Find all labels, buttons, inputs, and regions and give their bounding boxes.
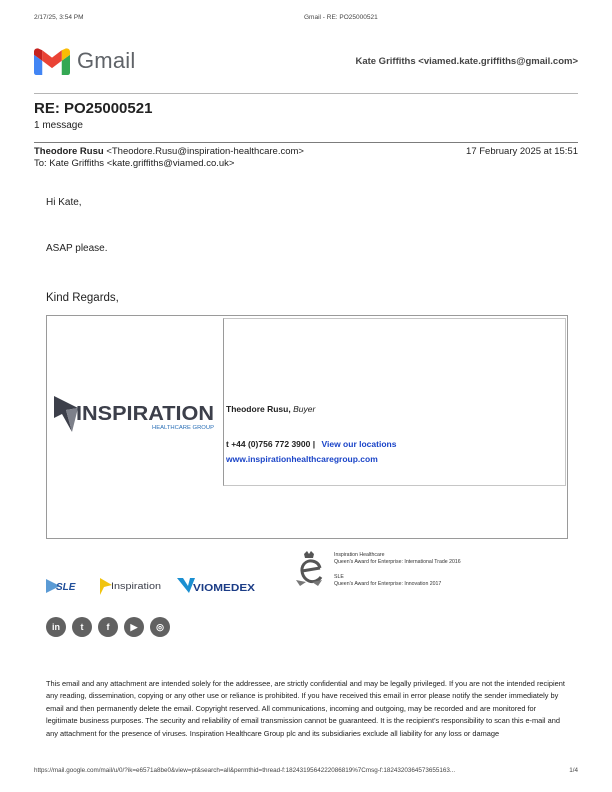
closing-text: Kind Regards, xyxy=(46,292,119,304)
award-2-detail: Queen's Award for Enterprise: Innovation 2017 xyxy=(334,580,442,587)
viomedex-logo-icon xyxy=(177,575,257,597)
inspiration-logo-subtext: HEALTHCARE GROUP xyxy=(152,425,215,431)
instagram-icon[interactable]: ◎ xyxy=(150,617,170,637)
gmail-envelope-icon xyxy=(34,48,70,75)
award-2 xyxy=(334,574,441,587)
queens-award-emblem-icon xyxy=(290,550,328,590)
page-number: 1/4 xyxy=(569,767,578,774)
inspiration-brand-logo[interactable] xyxy=(100,574,162,598)
gmail-logo xyxy=(34,47,135,75)
header-divider xyxy=(34,93,578,94)
signature-name-text: Theodore Rusu, xyxy=(226,404,291,414)
print-title: Gmail - RE: PO25000521 xyxy=(304,14,378,21)
print-datetime: 2/17/25, 3:54 PM xyxy=(34,14,84,21)
signature-role: Buyer xyxy=(293,404,316,414)
twitter-icon[interactable]: t xyxy=(72,617,92,637)
sle-logo-icon xyxy=(46,575,86,597)
print-url: https://mail.google.com/mail/u/0/?ik=e6571a8be0&view=pt&search=all&permthid=thread-f:1824319564222086819%7Cmsg-f:1824320364573655163... xyxy=(34,767,456,774)
signature-website-link[interactable]: www.inspirationhealthcaregroup.com xyxy=(226,454,378,464)
award-1-detail: Queen's Award for Enterprise: International Trade 2016 xyxy=(334,558,461,565)
gmail-wordmark: Gmail xyxy=(77,48,136,73)
thread-subject: RE: PO25000521 xyxy=(34,100,153,117)
sender-name: Theodore Rusu xyxy=(34,146,104,157)
message-count: 1 message xyxy=(34,120,83,131)
inspiration-logo-text: INSPIRATION xyxy=(76,403,214,425)
youtube-icon[interactable]: ▶ xyxy=(124,617,144,637)
body-text: ASAP please. xyxy=(46,243,108,254)
viomedex-logo[interactable] xyxy=(177,574,257,598)
account-email: Kate Griffiths <viamed.kate.griffiths@gmail.com> xyxy=(355,56,578,67)
award-1-title: Inspiration Healthcare xyxy=(334,552,385,558)
sender-email: <Theodore.Rusu@inspiration-healthcare.com> xyxy=(106,146,304,157)
print-footer xyxy=(34,767,578,777)
email-disclaimer: This email and any attachment are intended solely for the addressee, are strictly confidential and may be legally privileged. If you are not the intended recipient any reading, dissemination, copying or any other use or reliance is prohibited. If you have received this email in error please notify the sender immediately by email and then permanently delete the email. Copyright reserved. All communications, incoming and outgoing, may be recorded and are monitored for legitimate business purposes. The security and reliability of email transmission cannot be guaranteed. It is the recipient's responsibility to scan this e-mail and any attachment for the presence of viruses. Inspiration Healthcare Group plc and its subsidiaries exclude all liability for any loss or damage xyxy=(46,679,565,738)
facebook-icon[interactable]: f xyxy=(98,617,118,637)
inspiration-brand-logo-icon xyxy=(100,575,162,597)
signature-phone-line xyxy=(226,439,396,449)
greeting-text: Hi Kate, xyxy=(46,197,82,208)
recipient-line: To: Kate Griffiths <kate.griffiths@viamed.co.uk> xyxy=(34,158,235,169)
award-2-title: SLE xyxy=(334,574,344,580)
social-links xyxy=(46,617,170,637)
print-header xyxy=(34,14,578,24)
view-locations-link[interactable]: View our locations xyxy=(321,439,397,449)
linkedin-icon[interactable]: in xyxy=(46,617,66,637)
message-date: 17 February 2025 at 15:51 xyxy=(466,146,578,157)
sle-logo[interactable] xyxy=(46,574,86,598)
sle-logo-text: SLE xyxy=(56,582,76,593)
message-divider xyxy=(34,142,578,143)
inspiration-healthcare-logo xyxy=(52,394,217,434)
award-1 xyxy=(334,552,461,565)
sender-line xyxy=(34,146,304,157)
inspiration-brand-text: Inspiration xyxy=(111,581,161,591)
viomedex-logo-text: VIOMEDEX xyxy=(193,583,256,594)
signature-phone: t +44 (0)756 772 3900 | xyxy=(226,439,316,449)
signature-name xyxy=(226,404,315,414)
